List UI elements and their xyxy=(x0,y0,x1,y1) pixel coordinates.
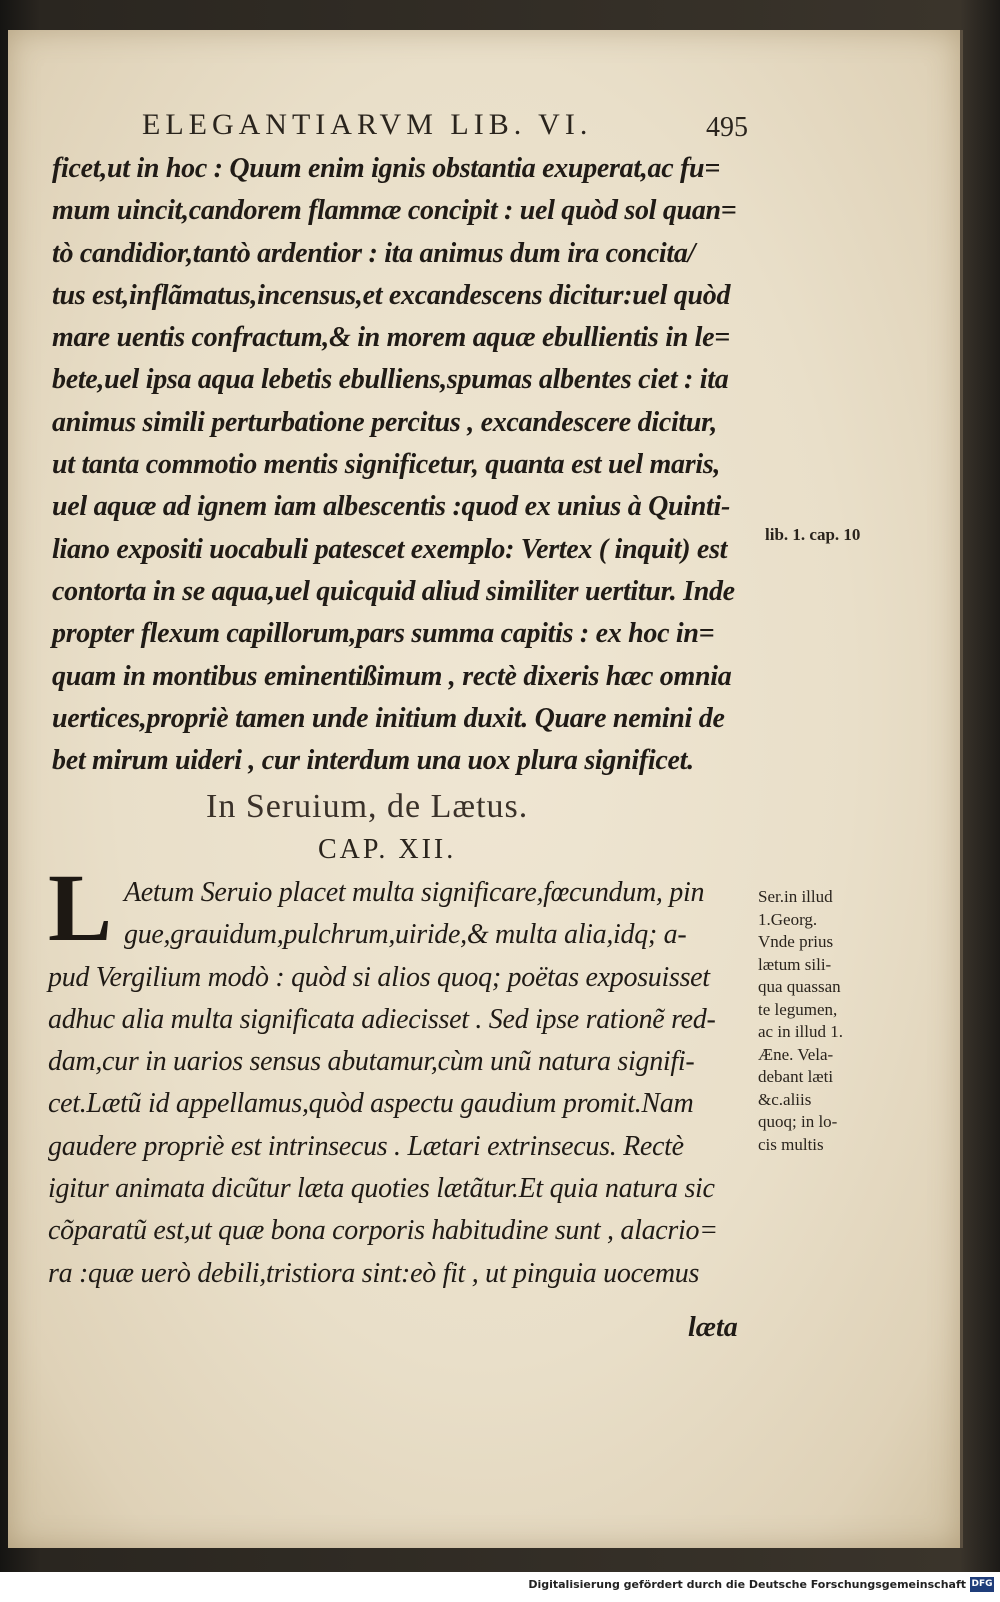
margin-note-line: 1.Georg. xyxy=(758,909,818,929)
chapter-line: dam,cur in uarios sensus abutamur,cùm unũ natura signifi- xyxy=(48,1046,695,1078)
text-line: ficet,ut in hoc : Quum enim ignis obstantia exuperat,ac fu= xyxy=(52,153,720,184)
chapter-line: Aetum Seruio placet multa significare,fœcundum, pin xyxy=(124,877,705,908)
margin-note-line: ac in illud 1. xyxy=(758,1022,843,1041)
margin-note-line: debant læti xyxy=(758,1067,834,1086)
running-head: ELEGANTIARVM LIB. VI. xyxy=(142,108,593,141)
footer-bar xyxy=(0,1572,1000,1602)
margin-note-line: qua quassan xyxy=(758,977,841,996)
chapter-text-block xyxy=(48,872,748,1295)
catchword: læta xyxy=(688,1312,738,1343)
dfg-logo: DFG xyxy=(970,1577,994,1592)
margin-note-reference xyxy=(758,886,883,1156)
chapter-label: CAP. XII. xyxy=(318,834,457,865)
margin-note-line: quoq; in lo- xyxy=(758,1112,838,1131)
margin-note-line: Vnde prius xyxy=(758,932,834,951)
text-line: uertices,propriè tamen unde initium duxit. Quare nemini de xyxy=(52,702,725,734)
text-line: propter flexum capillorum,pars summa capitis : ex hoc in= xyxy=(52,618,715,650)
chapter-line: cet.Lætũ id appellamus,quòd aspectu gaudium promit.Nam xyxy=(48,1088,694,1120)
page-number: 495 xyxy=(706,112,748,143)
chapter-line: cõparatũ est,ut quæ bona corporis habitudine sunt , alacrio= xyxy=(48,1215,718,1247)
chapter-line: gaudere propriè est intrinsecus . Lætari extrinsecus. Rectè xyxy=(48,1130,684,1162)
text-line: bete,uel ipsa aqua lebetis ebulliens,spumas albentes ciet : ita xyxy=(52,364,729,396)
chapter-heading: In Seruium, de Lætus. xyxy=(206,788,529,825)
text-line: bet mirum uideri , cur interdum una uox plura significet. xyxy=(52,745,694,777)
main-text-block xyxy=(52,148,752,782)
text-line: mum uincit,candorem flammæ concipit : uel quòd sol quan= xyxy=(52,195,737,227)
text-line: tus est,inflãmatus,incensus,et excandescens dicitur:uel quòd xyxy=(52,279,731,311)
margin-note-line: Ser.in illud xyxy=(758,887,833,906)
margin-note-line: Æne. Vela- xyxy=(758,1044,834,1064)
chapter-line: igitur animata dicũtur læta quoties lætãtur.Et quia natura sic xyxy=(48,1173,715,1205)
margin-note-line: cis multis xyxy=(758,1134,824,1154)
text-line: quam in montibus eminentißimum , rectè dixeris hæc omnia xyxy=(52,660,732,692)
text-line: uel aquæ ad ignem iam albescentis :quod ex unius à Quinti- xyxy=(52,491,731,523)
text-line: mare uentis confractum,& in morem aquæ ebullientis in le= xyxy=(52,322,730,354)
chapter-line: adhuc alia multa significata adiecisset . Sed ipse rationẽ red- xyxy=(48,1003,716,1035)
text-line: animus simili perturbatione percitus , excandescere dicitur, xyxy=(52,406,717,438)
chapter-line: gue,grauidum,pulchrum,uiride,& multa alia,idq; a- xyxy=(124,919,687,951)
dropcap-initial: L xyxy=(48,854,113,961)
margin-note-line: te legumen, xyxy=(758,999,838,1019)
margin-note-line: lætum sili- xyxy=(758,954,832,974)
chapter-line: pud Vergilium modò : quòd si alios quoq; poëtas exposuisset xyxy=(48,961,710,993)
margin-note-citation: lib. 1. cap. 10 xyxy=(765,525,861,544)
chapter-line: ra :quæ uerò debili,tristiora sint:eò fit , ut pinguia uocemus xyxy=(48,1257,700,1289)
margin-note-line: &c.aliis xyxy=(758,1089,812,1109)
text-line: ut tanta commotio mentis significetur, quanta est uel maris, xyxy=(52,449,721,481)
text-line: contorta in se aqua,uel quicquid aliud similiter uertitur. Inde xyxy=(52,575,735,607)
text-line: tò candidior,tantò ardentior : ita animus dum ira concita/ xyxy=(52,237,696,269)
funding-credit: Digitalisierung gefördert durch die Deutsche Forschungsgemeinschaft xyxy=(528,1578,966,1591)
text-line: liano expositi uocabuli patescet exemplo: Vertex ( inquit) est xyxy=(52,533,728,565)
